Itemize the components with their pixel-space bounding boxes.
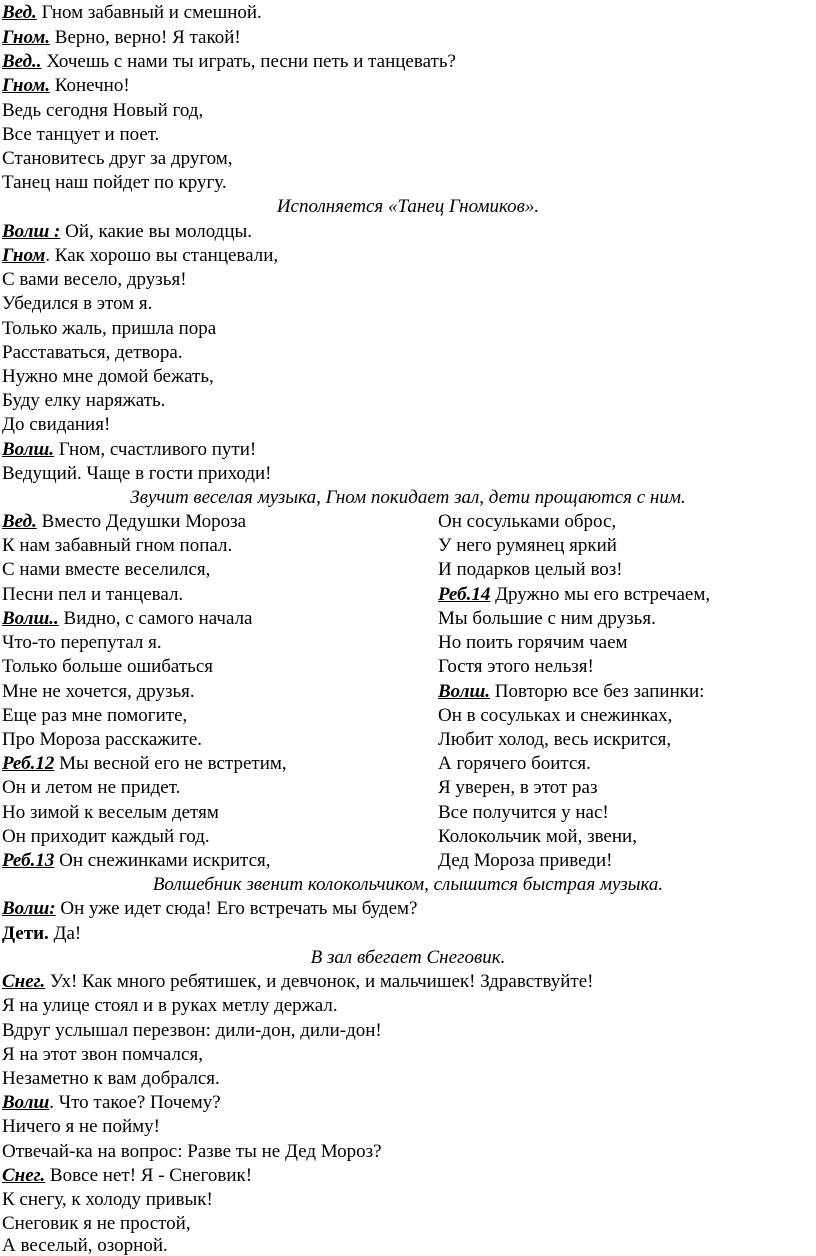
line-text: Конечно!	[50, 75, 130, 96]
verse-line: Танец наш пойдет по кругу.	[2, 172, 227, 193]
verse-line: Еще раз мне помогите,	[2, 705, 188, 726]
verse-line: Песни пел и танцевал.	[2, 584, 184, 605]
verse-line: Все получится у нас!	[438, 802, 609, 823]
verse-line: Мы большие с ним друзья.	[438, 608, 656, 629]
speaker-label: Вед..	[2, 51, 42, 72]
verse-line: К снегу, к холоду привык!	[2, 1189, 213, 1210]
line-text: Гном забавный и смешной.	[36, 2, 262, 23]
verse-line: Я уверен, в этот раз	[438, 777, 598, 798]
speaker-label: Снег.	[2, 1165, 46, 1186]
line-text: Повторю все без запинки:	[490, 681, 705, 702]
verse-line: Ведь сегодня Новый год,	[2, 100, 204, 121]
dialogue-line	[2, 851, 271, 870]
speaker-label: Реб.14	[438, 584, 491, 605]
verse-line: Ведущий. Чаще в гости приходи!	[2, 463, 272, 484]
dialogue-line	[2, 1093, 221, 1112]
verse-line: Нужно мне домой бежать,	[2, 366, 214, 387]
speaker-label: Волш.	[438, 681, 491, 702]
stage-direction: Волшебник звенит колокольчиком, слышится быстрая музыка.	[152, 874, 664, 895]
verse-line: Колокольчик мой, звени,	[438, 826, 637, 847]
verse-line: А веселый, озорной.	[2, 1235, 168, 1256]
dialogue-line	[438, 682, 704, 701]
verse-line: Что-то перепутал я.	[2, 632, 162, 653]
dialogue-line	[2, 899, 418, 918]
verse-line: Вдруг услышал перезвон: дили-дон, дили-дон!	[2, 1020, 382, 1041]
verse-line: Любит холод, весь искрится,	[438, 729, 672, 750]
verse-line: Но зимой к веселым детям	[2, 802, 219, 823]
speaker-label: Реб.13	[2, 850, 55, 871]
verse-line: С нами вместе веселился,	[2, 559, 211, 580]
line-text: Гном, счастливого пути!	[54, 439, 257, 460]
line-text: Ух! Как много ребятишек, и девчонок, и мальчишек! Здравствуйте!	[45, 971, 594, 992]
line-text: Он снежинками искрится,	[54, 850, 271, 871]
verse-line: Он в сосульках и снежинках,	[438, 705, 673, 726]
speaker-label: Вед.	[2, 2, 37, 23]
verse-line: Только жаль, пришла пора	[2, 318, 217, 339]
dialogue-line	[2, 222, 252, 241]
dialogue-line	[2, 609, 253, 628]
verse-line: И подарков целый воз!	[438, 559, 623, 580]
line-text: Верно, верно! Я такой!	[50, 27, 241, 48]
speaker-label: Вед.	[2, 511, 37, 532]
verse-line: Убедился в этом я.	[2, 293, 153, 314]
line-text: Хочешь с нами ты играть, песни петь и танцевать?	[41, 51, 456, 72]
verse-line: Про Мороза расскажите.	[2, 729, 203, 750]
speaker-label: Волш	[2, 1092, 50, 1113]
verse-line: Он сосульками оброс,	[438, 511, 617, 532]
dialogue-line	[2, 512, 246, 531]
speaker-label: Реб.12	[2, 753, 55, 774]
speaker-label: Гном	[2, 245, 46, 266]
verse-line: Дед Мороза приведи!	[438, 850, 613, 871]
stage-direction: В зал вбегает Снеговик.	[310, 947, 506, 968]
verse-line: Я на этот звон помчался,	[2, 1044, 203, 1065]
stage-direction: Исполняется «Танец Гномиков».	[276, 196, 540, 217]
line-text: Он уже идет сюда! Его встречать мы будем?	[55, 898, 418, 919]
speaker-label: Волш.	[2, 439, 55, 460]
stage-direction: Звучит веселая музыка, Гном покидает зал, дети прощаются с ним.	[130, 487, 686, 508]
verse-line: Но поить горячим чаем	[438, 632, 628, 653]
verse-line: Становитесь друг за другом,	[2, 148, 233, 169]
verse-line: Расставаться, детвора.	[2, 342, 183, 363]
speaker-label: Дети.	[2, 923, 49, 944]
verse-line: Гостя этого нельзя!	[438, 656, 594, 677]
dialogue-line	[2, 924, 81, 943]
line-text: . Как хорошо вы станцевали,	[45, 245, 279, 266]
speaker-label: Волш..	[2, 608, 59, 629]
verse-line: У него румянец яркий	[438, 535, 617, 556]
verse-line: Только больше ошибаться	[2, 656, 214, 677]
line-text: Мы весной его не встретим,	[54, 753, 287, 774]
line-text: Дружно мы его встречаем,	[490, 584, 711, 605]
line-text: Вместо Дедушки Мороза	[36, 511, 247, 532]
verse-line: Он и летом не придет.	[2, 777, 181, 798]
line-text: Видно, с самого начала	[58, 608, 253, 629]
dialogue-line	[2, 3, 262, 22]
speaker-label: Гном.	[2, 75, 51, 96]
dialogue-line	[2, 28, 241, 47]
verse-line: А горячего боится.	[438, 753, 591, 774]
verse-line: Незаметно к вам добрался.	[2, 1068, 220, 1089]
verse-line: К нам забавный гном попал.	[2, 535, 233, 556]
dialogue-line	[2, 76, 130, 95]
dialogue-line	[2, 440, 256, 459]
verse-line: Ничего я не пойму!	[2, 1116, 160, 1137]
speaker-label: Гном.	[2, 27, 51, 48]
verse-line: Буду елку наряжать.	[2, 390, 166, 411]
dialogue-line	[2, 246, 278, 265]
line-text: . Что такое? Почему?	[49, 1092, 221, 1113]
verse-line: Мне не хочется, друзья.	[2, 681, 195, 702]
dialogue-line	[438, 585, 710, 604]
verse-line: Все танцует и поет.	[2, 124, 160, 145]
verse-line: Снеговик я не простой,	[2, 1213, 191, 1234]
verse-line: Он приходит каждый год.	[2, 826, 210, 847]
line-text: Да!	[48, 923, 82, 944]
verse-line: Я на улице стоял и в руках метлу держал.	[2, 995, 338, 1016]
line-text: Ой, какие вы молодцы.	[60, 221, 253, 242]
speaker-label: Волш :	[2, 221, 61, 242]
line-text: Вовсе нет! Я - Снеговик!	[45, 1165, 253, 1186]
speaker-label: Волш:	[2, 898, 56, 919]
dialogue-line	[2, 1166, 252, 1185]
verse-line: До свидания!	[2, 414, 111, 435]
speaker-label: Снег.	[2, 971, 46, 992]
dialogue-line	[2, 52, 456, 71]
verse-line: Отвечай-ка на вопрос: Разве ты не Дед Мороз?	[2, 1141, 382, 1162]
verse-line: С вами весело, друзья!	[2, 269, 187, 290]
dialogue-line	[2, 972, 594, 991]
dialogue-line	[2, 754, 287, 773]
